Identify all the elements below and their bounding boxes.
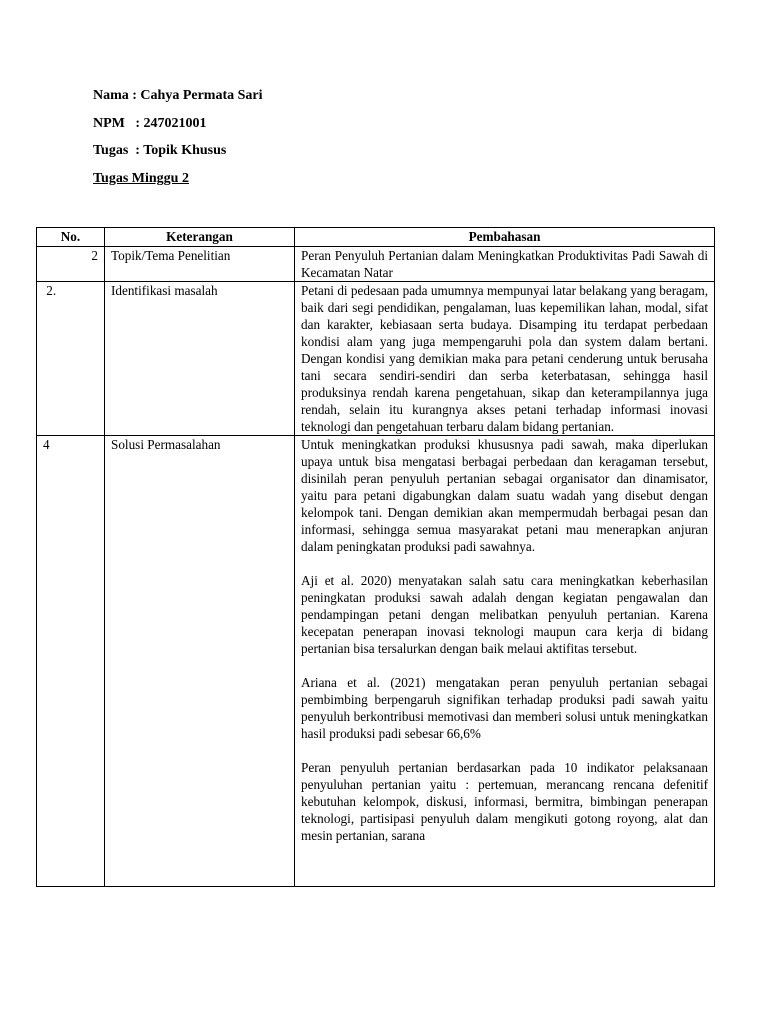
discussion-table <box>36 227 715 887</box>
assignment-topic: Tugas : Topik Khusus <box>93 143 227 158</box>
row-keterangan: Topik/Tema Penelitian <box>105 247 295 282</box>
row-number: 2 <box>37 247 105 282</box>
pembahasan-paragraph: Aji et al. 2020) menyatakan salah satu cara meningkatkan keberhasilan peningkatan produksi sawah adalah dengan kegiatan pengawalan dan pendampingan petani dengan melibatkan penyuluh pertanian. Karena kecepatan penerapan inovasi teknologi maupun cara kerja di bidang pertanian bisa tersalurkan dengan baik melaui aktifitas tersebut. <box>301 573 708 656</box>
pembahasan-paragraph: Peran Penyuluh Pertanian dalam Meningkatkan Produktivitas Padi Sawah di Kecamatan Natar <box>301 248 708 280</box>
pembahasan-paragraph: Untuk meningkatkan produksi khususnya padi sawah, maka diperlukan upaya untuk bisa mengatasi berbagai perbedaan dan keragaman tersebut, disinilah peran penyuluh pertanian sebagai organisator dan dinamisator, yaitu para petani digabungkan dalam suatu wadah yang disebut dengan kelompok tani. Dengan demikian akan mempermudah berbagai pesan dan informasi, sehingga semua masyarakat petani mau menerapkan anjuran dalam peningkatan produksi padi sawahnya. <box>301 437 708 554</box>
header-pembahasan: Pembahasan <box>295 228 715 247</box>
table-row <box>37 247 715 282</box>
row-keterangan: Solusi Permasalahan <box>105 436 295 887</box>
table-header-row <box>37 228 715 247</box>
pembahasan-paragraph: Ariana et al. (2021) mengatakan peran penyuluh pertanian sebagai pembimbing berpengaruh signifikan terhadap produksi padi sawah yaitu penyuluh berkontribusi memotivasi dan memberi solusi untuk meningkatkan hasil produksi padi sebesar 66,6% <box>301 675 708 741</box>
row-pembahasan <box>295 436 715 887</box>
row-number: 2. <box>37 282 105 436</box>
row-keterangan: Identifikasi masalah <box>105 282 295 436</box>
pembahasan-paragraph: Petani di pedesaan pada umumnya mempunyai latar belakang yang beragam, baik dari segi pendidikan, pengalaman, luas kepemilikan lahan, modal, sifat dan karakter, kebiasaan serta budaya. Disamping itu terdapat perbedaan kondisi alam yang juga mempengaruhi pola dan system dalam bertani. Dengan kondisi yang demikian maka para petani cenderung untuk berusaha tani secara sendiri-sendiri dan serba keterbatasan, sehingga hasil produksinya rendah karena pengetahuan, sikap dan keterampilannya juga rendah, selain itu kurangnya akses petani terhadap informasi inovasi teknologi dan pengetahuan terbaru dalam bidang pertanian. <box>301 283 708 434</box>
student-npm: NPM : 247021001 <box>93 116 207 131</box>
row-pembahasan <box>295 247 715 282</box>
row-number: 4 <box>37 436 105 887</box>
table-row <box>37 436 715 887</box>
pembahasan-paragraph: Peran penyuluh pertanian berdasarkan pada 10 indikator pelaksanaan penyuluhan pertanian yaitu : pertemuan, merancang rencana defenitif kebutuhan kelompok, diskusi, informasi, bermitra, bimbingan penerapan teknologi, partisipasi penyuluh dalam mengikuti gotong royong, alat dan mesin pertanian, sarana <box>301 760 708 843</box>
header-keterangan: Keterangan <box>105 228 295 247</box>
assignment-week-title: Tugas Minggu 2 <box>93 171 189 186</box>
header-no: No. <box>37 228 105 247</box>
table-row <box>37 282 715 436</box>
student-name: Nama : Cahya Permata Sari <box>93 88 263 103</box>
row-pembahasan <box>295 282 715 436</box>
